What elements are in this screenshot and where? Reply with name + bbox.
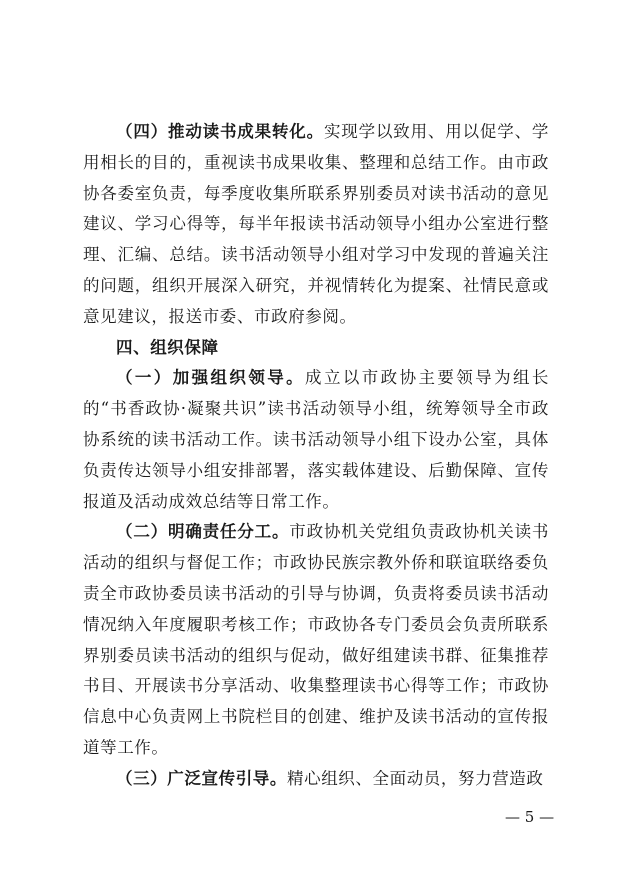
paragraph-publicity xyxy=(83,764,549,795)
paragraph-text: 市政协机关党组负责政协机关读书活动的组织与督促工作；市政协民族宗教外侨和联谊联络委负责全市政协委员读书活动的引导与协调，负责将委员读书活动情况纳入年度履职考核工作；市政协各专门委员会负责所联系界别委员读书活动的组织与促动，做好组建读书群、征集推荐书目、开展读书分享活动、收集整理读书心得等工作；市政协信息中心负责网上书院栏目的创建、维护及读书活动的宣传报道等工作。 xyxy=(83,522,550,757)
paragraph-strengthen-leadership xyxy=(83,363,549,517)
paragraph-lead: （一）加强组织领导。 xyxy=(116,368,306,388)
document-body xyxy=(83,117,549,795)
paragraph-text: 实现学以致用、用以促学、学用相长的目的，重视读书成果收集、整理和总结工作。由市政协各委室负责，每季度收集所联系界别委员对读书活动的意见建议、学习心得等，每半年报读书活动领导小组办公室进行整理、汇编、总结。读书活动领导小组对学习中发现的普遍关注的问题，组织开展深入研究，并视情转化为提案、社情民意或意见建议，报送市委、市政府参阅。 xyxy=(83,122,549,326)
paragraph-clarify-responsibilities xyxy=(83,517,549,763)
paragraph-text: 成立以市政协主要领导为组长的“书香政协·凝聚共识”读书活动领导小组，统筹领导全市政协系统的读书活动工作。读书活动领导小组下设办公室，具体负责传达领导小组安排部署，落实载体建设、后勤保障、宣传报道及活动成效总结等日常工作。 xyxy=(83,368,549,511)
section-heading: 四、组织保障 xyxy=(116,337,219,357)
paragraph-lead: （二）明确责任分工。 xyxy=(116,522,290,542)
paragraph-text: 精心组织、全面动员，努力营造政 xyxy=(287,768,544,788)
paragraph-lead: （三）广泛宣传引导。 xyxy=(116,768,287,788)
paragraph-lead: （四）推动读书成果转化。 xyxy=(116,122,324,141)
paragraph-promote-results xyxy=(83,117,549,333)
page-number: — 5 — xyxy=(505,808,555,826)
